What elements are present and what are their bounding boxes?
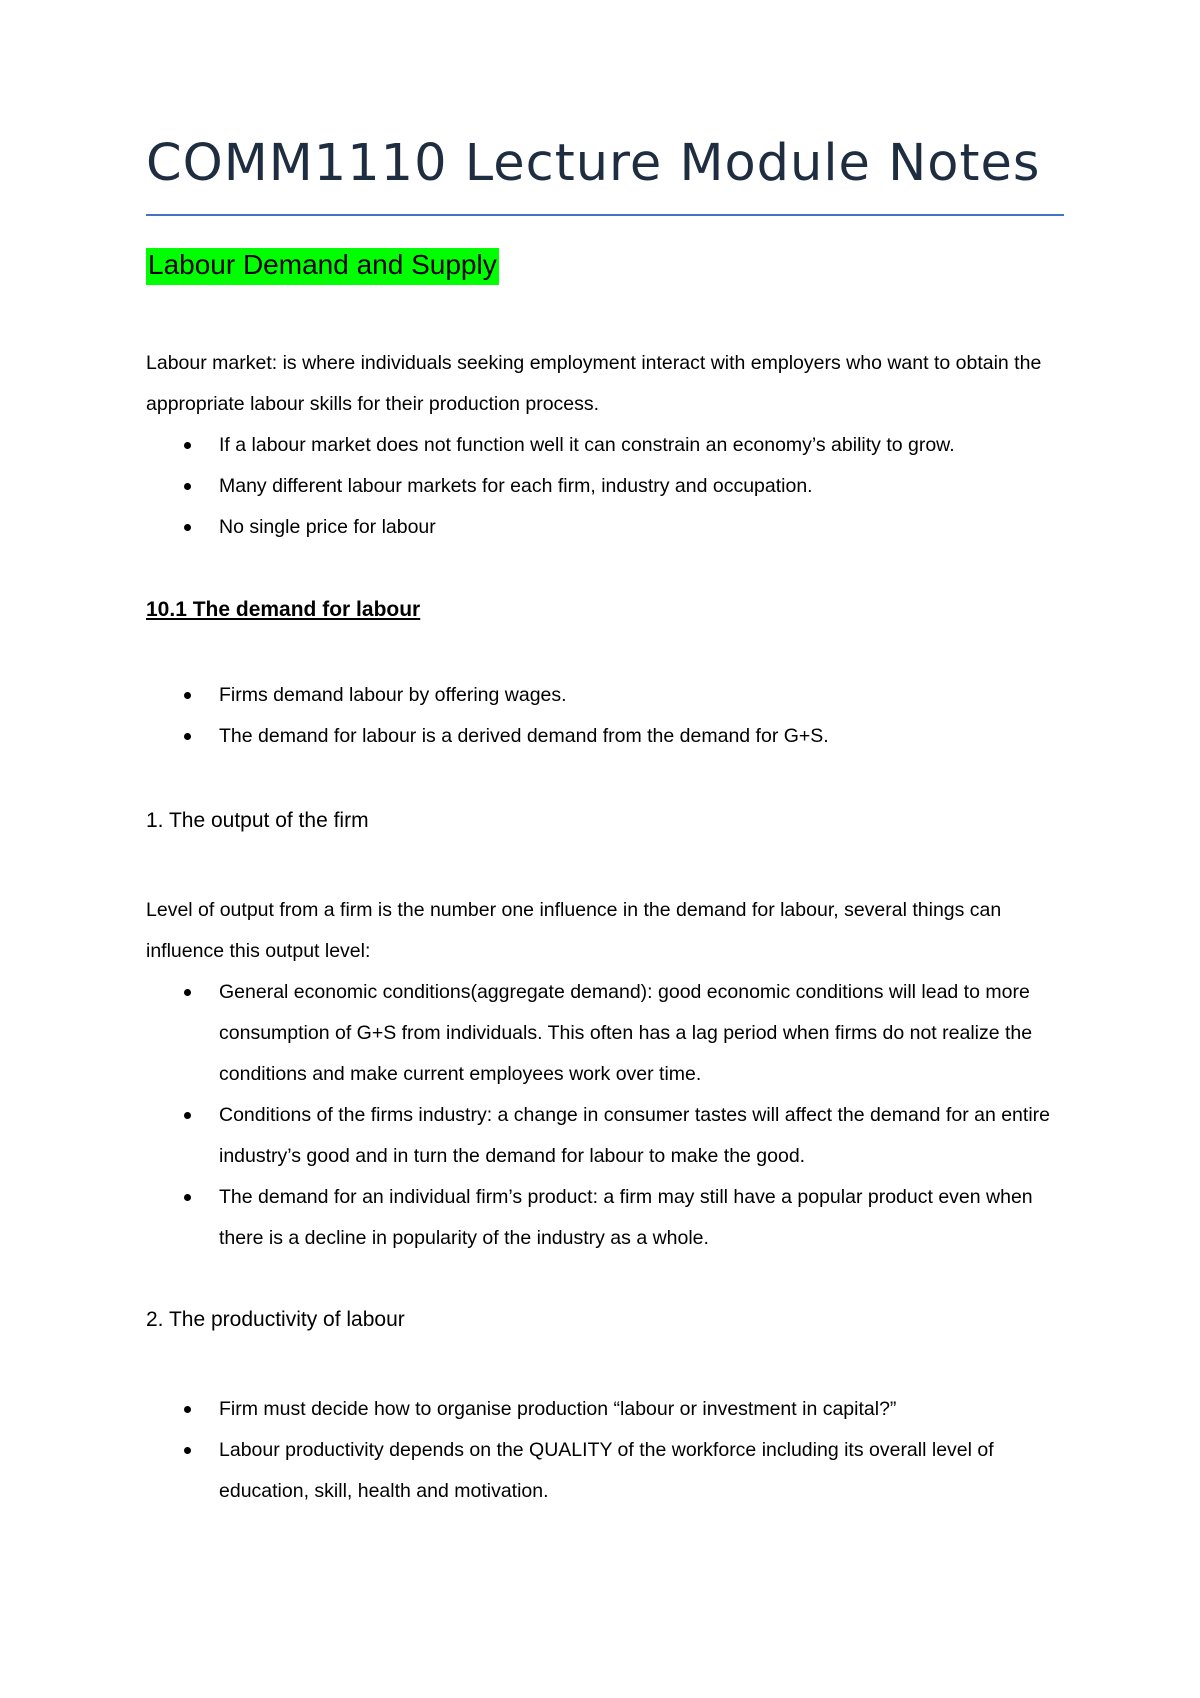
output-of-firm-block xyxy=(146,890,1066,1259)
section-heading-labour-demand-supply: Labour Demand and Supply xyxy=(146,248,499,285)
bullet-icon xyxy=(184,692,191,699)
bullet-icon xyxy=(184,1447,191,1454)
bullet-icon xyxy=(184,442,191,449)
labour-market-intro: Labour market: is where individuals seeking employment interact with employers who want to obtain the appropriate labour skills for their production process. xyxy=(146,352,1042,415)
labour-market-block xyxy=(146,343,1066,548)
heading-output-of-firm: 1. The output of the firm xyxy=(146,809,369,832)
bullet-icon xyxy=(184,989,191,996)
bullet-icon xyxy=(184,1406,191,1413)
list-item: Conditions of the firms industry: a change in consumer tastes will affect the demand for an entire industry’s good and in turn the demand for labour to make the good. xyxy=(146,1095,1066,1177)
list-item: General economic conditions(aggregate demand): good economic conditions will lead to more consumption of G+S from individuals. This often has a lag period when firms do not realize the conditions and make current employees work over time. xyxy=(146,972,1066,1095)
demand-for-labour-block xyxy=(146,675,1066,757)
bullet-icon xyxy=(184,1194,191,1201)
productivity-of-labour-block xyxy=(146,1389,1066,1512)
demand-for-labour-bullet-list xyxy=(146,675,1066,757)
document-title: COMM1110 Lecture Module Notes xyxy=(146,134,1041,193)
list-item: The demand for labour is a derived demand from the demand for G+S. xyxy=(146,716,1066,757)
list-item: No single price for labour xyxy=(146,507,1066,548)
output-of-firm-intro: Level of output from a firm is the number one influence in the demand for labour, several things can influence this output level: xyxy=(146,899,1002,962)
heading-productivity-of-labour: 2. The productivity of labour xyxy=(146,1308,405,1331)
list-item: Many different labour markets for each firm, industry and occupation. xyxy=(146,466,1066,507)
title-underline-rule xyxy=(146,214,1064,216)
heading-demand-for-labour: 10.1 The demand for labour xyxy=(146,598,421,621)
output-of-firm-bullet-list xyxy=(146,972,1066,1259)
bullet-icon xyxy=(184,733,191,740)
list-item: If a labour market does not function well it can constrain an economy’s ability to grow. xyxy=(146,425,1066,466)
list-item: Firms demand labour by offering wages. xyxy=(146,675,1066,716)
bullet-icon xyxy=(184,1112,191,1119)
labour-market-bullet-list xyxy=(146,425,1066,548)
list-item: The demand for an individual firm’s product: a firm may still have a popular product even when there is a decline in popularity of the industry as a whole. xyxy=(146,1177,1066,1259)
bullet-icon xyxy=(184,483,191,490)
list-item: Labour productivity depends on the QUALITY of the workforce including its overall level of education, skill, health and motivation. xyxy=(146,1430,1066,1512)
productivity-of-labour-bullet-list xyxy=(146,1389,1066,1512)
bullet-icon xyxy=(184,524,191,531)
list-item: Firm must decide how to organise production “labour or investment in capital?” xyxy=(146,1389,1066,1430)
